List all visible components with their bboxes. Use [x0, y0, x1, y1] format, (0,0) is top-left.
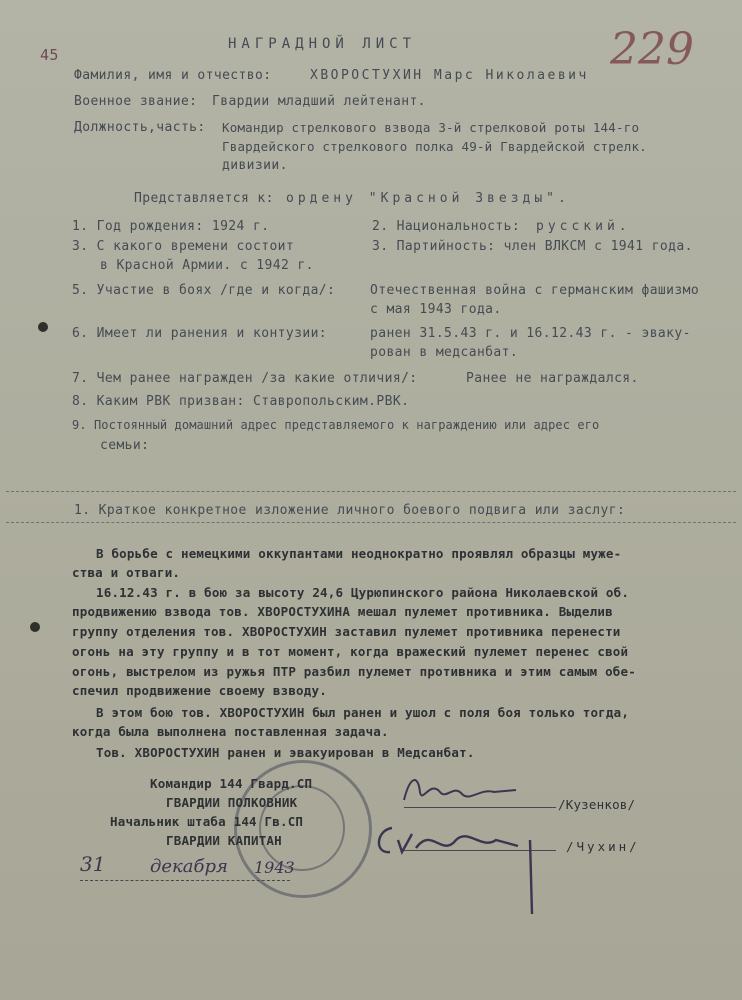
- chief-of-staff-rank: ГВАРДИИ КАПИТАН: [166, 833, 282, 848]
- corner-mark: 45: [40, 46, 59, 64]
- field-previous-awards: 7. Чем ранее награжден /за какие отличия/:: [72, 371, 418, 386]
- date-month: декабря: [150, 856, 228, 877]
- rank-label: Военное звание:: [74, 94, 198, 109]
- date-day: 31: [80, 852, 106, 876]
- body-line-6: огонь на эту группу и в тот момент, когда вражеский пулемет перенес свой: [72, 644, 629, 659]
- body-line-10: когда была выполнена поставленная задача.: [72, 724, 389, 739]
- field-battles-value-1: Отечественная война с германским фашизмо: [370, 283, 700, 298]
- body-line-11: Тов. ХВОРОСТУХИН ранен и эвакуирован в Медсанбат.: [96, 745, 475, 760]
- chief-signature: [372, 818, 542, 918]
- body-line-3: 16.12.43 г. в бою за высоту 24,6 Цурюпинского района Николаевской об.: [96, 585, 630, 600]
- field-party: 3. Партийность: член ВЛКСМ с 1941 года.: [372, 239, 693, 254]
- body-line-7: огонь, выстрелом из ружья ПТР разбил пулемет противника и этим самым обе-: [72, 664, 636, 679]
- field-birth-year: 1. Год рождения: 1924 г.: [72, 219, 270, 234]
- field-wounds-value-2: рован в медсанбат.: [370, 345, 519, 360]
- archive-number: 229: [610, 24, 694, 75]
- field-battles: 5. Участие в боях /где и когда/:: [72, 283, 336, 298]
- field-service-since: 3. С какого времени состоит: [72, 239, 295, 254]
- body-line-8: спечил продвижение своему взводу.: [72, 683, 327, 698]
- binding-hole: [38, 322, 48, 332]
- commander-label: Командир 144 Гвард.СП: [150, 776, 313, 791]
- name-label: Фамилия, имя и отчество:: [74, 68, 272, 83]
- date-line: [80, 880, 290, 881]
- award-value: ордену "Красной Звезды".: [286, 191, 570, 206]
- divider: [6, 491, 736, 492]
- position-line-1: Командир стрелкового взвода 3-й стрелковой роты 144-го: [222, 120, 640, 135]
- chief-of-staff-name: /Чухин/: [566, 839, 640, 854]
- body-line-5: группу отделения тов. ХВОРОСТУХИН заставил пулемет противника перенести: [72, 624, 621, 639]
- date-year: 1943: [254, 858, 295, 877]
- field-wounds-value-1: ранен 31.5.43 г. и 16.12.43 г. - эваку-: [370, 326, 691, 341]
- chief-of-staff-label: Начальник штаба 144 Гв.СП: [110, 814, 304, 829]
- commander-rank: ГВАРДИИ ПОЛКОВНИК: [166, 795, 298, 810]
- commander-name: /Кузенков/: [558, 797, 636, 812]
- body-line-1: В борьбе с немецкими оккупантами неоднократно проявлял образцы муже-: [96, 546, 622, 561]
- divider: [6, 522, 736, 523]
- field-nationality-value: русский.: [536, 219, 631, 234]
- award-label: Представляется к:: [134, 191, 274, 206]
- field-nationality: 2. Национальность:: [372, 219, 521, 234]
- field-battles-value-2: с мая 1943 года.: [370, 302, 502, 317]
- body-line-9: В этом бою тов. ХВОРОСТУХИН был ранен и ушол с поля боя только тогда,: [96, 705, 630, 720]
- field-conscription: 8. Каким РВК призван: Ставропольским.РВК.: [72, 394, 410, 409]
- name-value: ХВОРОСТУХИН Марс Николаевич: [310, 68, 589, 83]
- field-previous-awards-value: Ранее не награждался.: [466, 371, 639, 386]
- position-line-2: Гвардейского стрелкового полка 49-й Гвардейской стрелк.: [222, 139, 647, 154]
- binding-hole: [30, 622, 40, 632]
- section-heading: 1. Краткое конкретное изложение личного боевого подвига или заслуг:: [74, 503, 626, 518]
- field-address-family: семьи:: [100, 438, 150, 453]
- position-label: Должность,часть:: [74, 120, 206, 135]
- rank-value: Гвардии младший лейтенант.: [212, 94, 426, 109]
- field-wounds: 6. Имеет ли ранения и контузии:: [72, 326, 328, 341]
- position-line-3: дивизии.: [222, 158, 288, 173]
- commander-signature: [396, 770, 536, 810]
- field-service-since-value: в Красной Армии. с 1942 г.: [100, 258, 314, 273]
- body-line-2: ства и отваги.: [72, 565, 181, 580]
- document-title: НАГРАДНОЙ ЛИСТ: [228, 36, 417, 52]
- field-address: 9. Постоянный домашний адрес представляемого к награждению или адрес его: [72, 418, 600, 432]
- body-line-4: продвижению взвода тов. ХВОРОСТУХИНА мешал пулемет противника. Выделив: [72, 604, 613, 619]
